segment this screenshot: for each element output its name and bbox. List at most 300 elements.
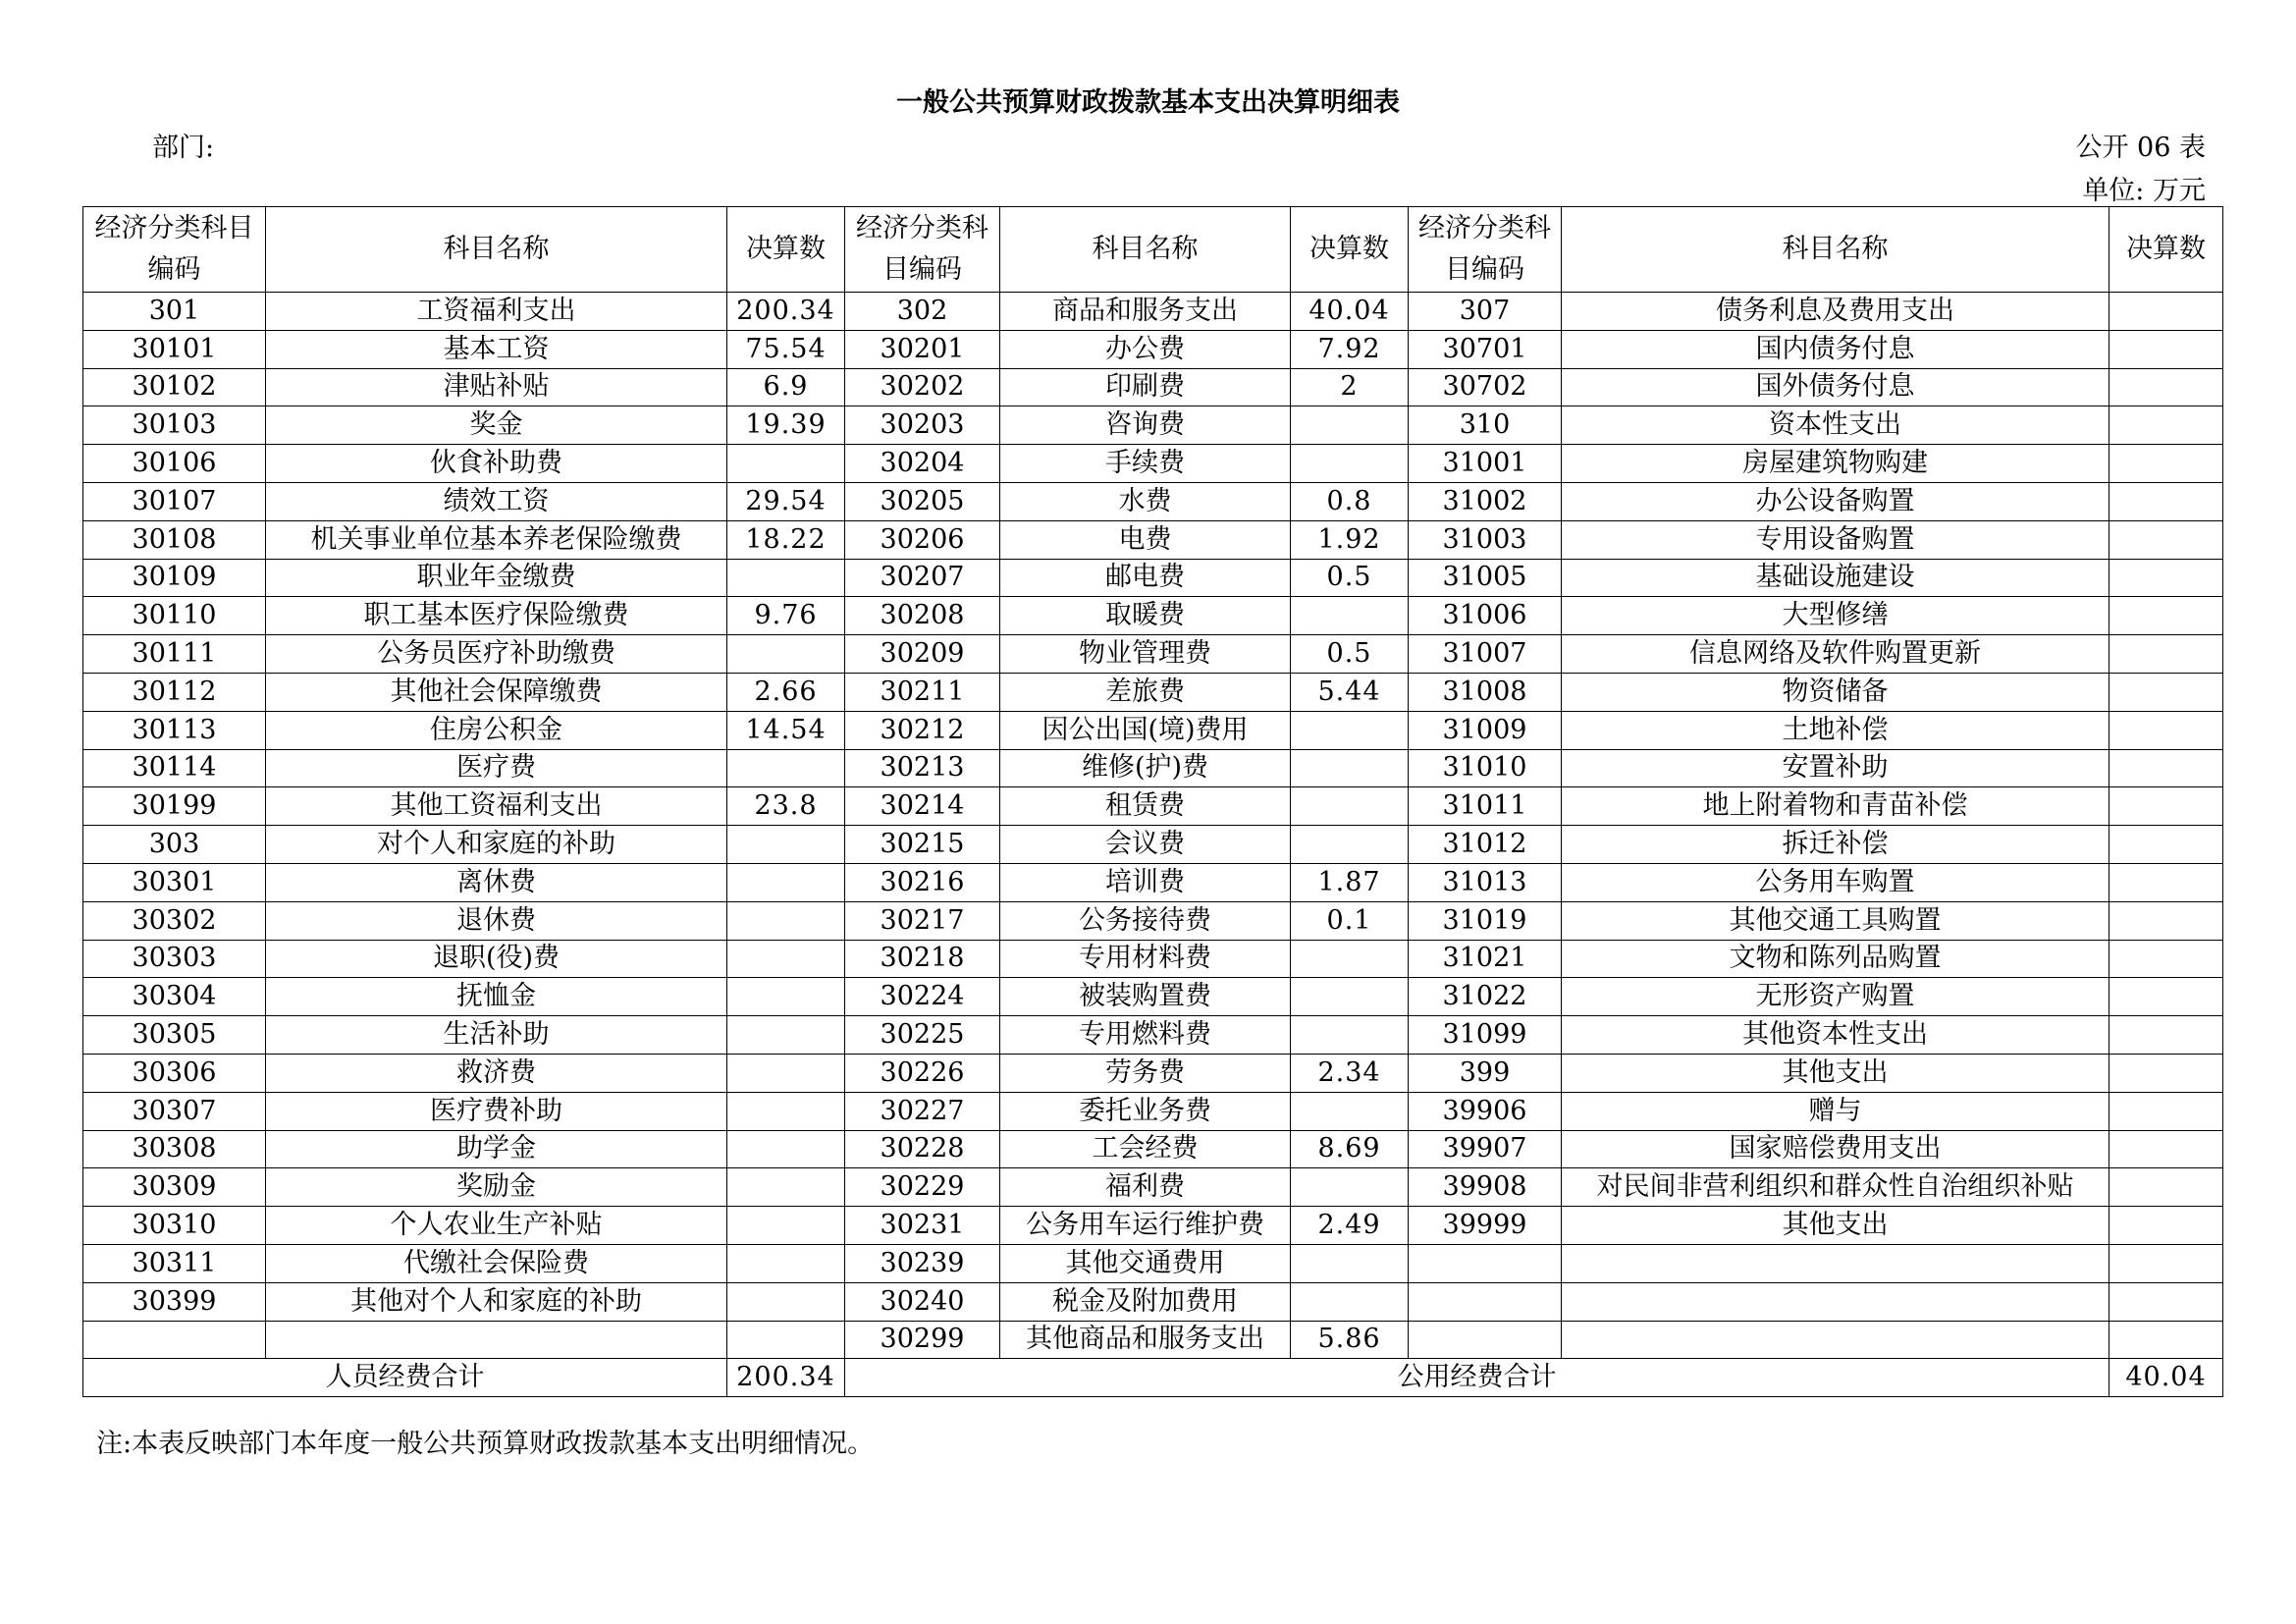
table-row xyxy=(83,826,2223,864)
cell-amount-1 xyxy=(727,1130,845,1168)
personnel-total-value: 200.34 xyxy=(727,1359,845,1397)
cell-code-1: 30112 xyxy=(83,673,266,711)
cell-name-2: 电费 xyxy=(1000,520,1291,559)
cell-code-2: 30231 xyxy=(845,1207,1000,1245)
cell-amount-2: 5.44 xyxy=(1291,673,1409,711)
cell-amount-2 xyxy=(1291,1168,1409,1207)
cell-name-2: 印刷费 xyxy=(1000,368,1291,406)
table-row xyxy=(83,1321,2223,1359)
cell-name-1: 住房公积金 xyxy=(266,711,727,749)
cell-amount-1 xyxy=(727,940,845,978)
form-number: 公开 06 表 xyxy=(2075,133,2206,163)
cell-amount-1 xyxy=(727,1282,845,1321)
cell-name-1: 抚恤金 xyxy=(266,978,727,1016)
cell-amount-2: 0.5 xyxy=(1291,559,1409,597)
public-total-label: 公用经费合计 xyxy=(845,1359,2109,1397)
header-code-3: 经济分类科目编码 xyxy=(1409,207,1562,293)
cell-name-2: 培训费 xyxy=(1000,863,1291,901)
cell-name-2: 福利费 xyxy=(1000,1168,1291,1207)
expenditure-table xyxy=(82,206,2223,1397)
cell-code-2: 30229 xyxy=(845,1168,1000,1207)
table-row xyxy=(83,520,2223,559)
cell-name-2: 取暖费 xyxy=(1000,597,1291,635)
cell-code-3: 31006 xyxy=(1409,597,1562,635)
cell-code-2: 30240 xyxy=(845,1282,1000,1321)
cell-name-3: 对民间非营利组织和群众性自治组织补贴 xyxy=(1562,1168,2109,1207)
cell-code-3: 31001 xyxy=(1409,445,1562,483)
cell-code-1: 30103 xyxy=(83,406,266,445)
cell-code-3 xyxy=(1409,1282,1562,1321)
cell-amount-1 xyxy=(727,1207,845,1245)
cell-code-1: 30114 xyxy=(83,749,266,787)
table-row xyxy=(83,635,2223,674)
cell-amount-1 xyxy=(727,445,845,483)
cell-code-3: 30701 xyxy=(1409,330,1562,368)
cell-amount-3 xyxy=(2109,787,2223,826)
table-row xyxy=(83,559,2223,597)
cell-name-3: 地上附着物和青苗补偿 xyxy=(1562,787,2109,826)
cell-name-3: 办公设备购置 xyxy=(1562,482,2109,520)
cell-amount-2 xyxy=(1291,445,1409,483)
cell-amount-3 xyxy=(2109,1054,2223,1092)
table-row xyxy=(83,749,2223,787)
cell-amount-2 xyxy=(1291,1244,1409,1282)
cell-name-1: 绩效工资 xyxy=(266,482,727,520)
cell-amount-2: 2.34 xyxy=(1291,1054,1409,1092)
cell-amount-3 xyxy=(2109,482,2223,520)
cell-name-1: 津贴补贴 xyxy=(266,368,727,406)
table-row xyxy=(83,978,2223,1016)
cell-amount-2 xyxy=(1291,1016,1409,1055)
cell-name-3: 信息网络及软件购置更新 xyxy=(1562,635,2109,674)
cell-name-3: 国内债务付息 xyxy=(1562,330,2109,368)
cell-amount-3 xyxy=(2109,635,2223,674)
cell-amount-3 xyxy=(2109,1244,2223,1282)
cell-name-2: 租赁费 xyxy=(1000,787,1291,826)
cell-amount-2: 0.1 xyxy=(1291,901,1409,940)
cell-code-1: 30102 xyxy=(83,368,266,406)
cell-name-3 xyxy=(1562,1282,2109,1321)
cell-amount-2 xyxy=(1291,940,1409,978)
cell-code-2: 30211 xyxy=(845,673,1000,711)
cell-amount-2: 8.69 xyxy=(1291,1130,1409,1168)
footnote: 注:本表反映部门本年度一般公共预算财政拨款基本支出明细情况。 xyxy=(96,1429,875,1459)
cell-name-1: 生活补助 xyxy=(266,1016,727,1055)
cell-code-3: 31013 xyxy=(1409,863,1562,901)
cell-name-3: 专用设备购置 xyxy=(1562,520,2109,559)
cell-amount-2: 7.92 xyxy=(1291,330,1409,368)
cell-name-3: 房屋建筑物购建 xyxy=(1562,445,2109,483)
cell-amount-3 xyxy=(2109,559,2223,597)
cell-code-2: 30201 xyxy=(845,330,1000,368)
cell-amount-1 xyxy=(727,1168,845,1207)
cell-code-1: 30399 xyxy=(83,1282,266,1321)
cell-amount-3 xyxy=(2109,406,2223,445)
cell-name-1 xyxy=(266,1321,727,1359)
cell-name-1: 医疗费 xyxy=(266,749,727,787)
cell-name-1: 伙食补助费 xyxy=(266,445,727,483)
cell-code-1: 30111 xyxy=(83,635,266,674)
cell-amount-2 xyxy=(1291,1282,1409,1321)
cell-code-3: 31003 xyxy=(1409,520,1562,559)
cell-amount-3 xyxy=(2109,597,2223,635)
cell-code-1: 303 xyxy=(83,826,266,864)
cell-code-2: 30224 xyxy=(845,978,1000,1016)
cell-amount-2 xyxy=(1291,597,1409,635)
cell-code-2: 30227 xyxy=(845,1092,1000,1130)
cell-amount-1 xyxy=(727,1321,845,1359)
cell-code-3: 31021 xyxy=(1409,940,1562,978)
cell-name-2: 邮电费 xyxy=(1000,559,1291,597)
cell-code-1: 30310 xyxy=(83,1207,266,1245)
cell-amount-3 xyxy=(2109,1321,2223,1359)
cell-code-1 xyxy=(83,1321,266,1359)
table-row xyxy=(83,940,2223,978)
cell-code-3: 39999 xyxy=(1409,1207,1562,1245)
cell-code-3: 31099 xyxy=(1409,1016,1562,1055)
cell-code-1: 30308 xyxy=(83,1130,266,1168)
cell-name-1: 其他工资福利支出 xyxy=(266,787,727,826)
cell-name-2: 会议费 xyxy=(1000,826,1291,864)
cell-amount-1 xyxy=(727,978,845,1016)
cell-name-1: 助学金 xyxy=(266,1130,727,1168)
cell-amount-2: 1.87 xyxy=(1291,863,1409,901)
cell-amount-3 xyxy=(2109,863,2223,901)
cell-name-1: 奖励金 xyxy=(266,1168,727,1207)
cell-amount-3 xyxy=(2109,1168,2223,1207)
cell-amount-1: 2.66 xyxy=(727,673,845,711)
cell-amount-2: 40.04 xyxy=(1291,293,1409,331)
cell-code-3: 399 xyxy=(1409,1054,1562,1092)
cell-amount-1: 29.54 xyxy=(727,482,845,520)
cell-code-2: 30218 xyxy=(845,940,1000,978)
table-row xyxy=(83,1130,2223,1168)
cell-amount-2 xyxy=(1291,406,1409,445)
cell-name-3 xyxy=(1562,1321,2109,1359)
cell-name-3: 无形资产购置 xyxy=(1562,978,2109,1016)
cell-amount-2 xyxy=(1291,711,1409,749)
cell-amount-1: 9.76 xyxy=(727,597,845,635)
cell-code-2: 30228 xyxy=(845,1130,1000,1168)
cell-code-3: 31002 xyxy=(1409,482,1562,520)
cell-name-1: 医疗费补助 xyxy=(266,1092,727,1130)
public-total-value: 40.04 xyxy=(2109,1359,2223,1397)
cell-code-1: 30306 xyxy=(83,1054,266,1092)
header-name-2: 科目名称 xyxy=(1000,207,1291,293)
cell-amount-1: 200.34 xyxy=(727,293,845,331)
cell-amount-2: 0.5 xyxy=(1291,635,1409,674)
cell-amount-2: 0.8 xyxy=(1291,482,1409,520)
cell-name-3: 其他交通工具购置 xyxy=(1562,901,2109,940)
cell-code-2: 30217 xyxy=(845,901,1000,940)
cell-amount-1 xyxy=(727,901,845,940)
cell-amount-3 xyxy=(2109,826,2223,864)
cell-amount-2: 2 xyxy=(1291,368,1409,406)
cell-code-3: 31019 xyxy=(1409,901,1562,940)
cell-amount-1: 14.54 xyxy=(727,711,845,749)
cell-amount-1: 6.9 xyxy=(727,368,845,406)
cell-amount-2: 5.86 xyxy=(1291,1321,1409,1359)
table-header-row xyxy=(83,207,2223,293)
cell-code-1: 30110 xyxy=(83,597,266,635)
table-row xyxy=(83,368,2223,406)
cell-name-2: 物业管理费 xyxy=(1000,635,1291,674)
cell-amount-2 xyxy=(1291,1092,1409,1130)
cell-name-2: 手续费 xyxy=(1000,445,1291,483)
table-row xyxy=(83,406,2223,445)
cell-amount-3 xyxy=(2109,445,2223,483)
table-row xyxy=(83,482,2223,520)
cell-name-2: 维修(护)费 xyxy=(1000,749,1291,787)
cell-code-3: 30702 xyxy=(1409,368,1562,406)
totals-row xyxy=(83,1359,2223,1397)
cell-code-2: 30208 xyxy=(845,597,1000,635)
cell-name-3: 资本性支出 xyxy=(1562,406,2109,445)
cell-code-3: 310 xyxy=(1409,406,1562,445)
cell-code-2: 30299 xyxy=(845,1321,1000,1359)
cell-name-3: 其他支出 xyxy=(1562,1054,2109,1092)
cell-amount-3 xyxy=(2109,368,2223,406)
cell-code-1: 30113 xyxy=(83,711,266,749)
cell-amount-1: 19.39 xyxy=(727,406,845,445)
cell-code-3: 307 xyxy=(1409,293,1562,331)
table-row xyxy=(83,1244,2223,1282)
cell-code-2: 30215 xyxy=(845,826,1000,864)
table-row xyxy=(83,1168,2223,1207)
cell-name-3: 基础设施建设 xyxy=(1562,559,2109,597)
cell-name-1: 奖金 xyxy=(266,406,727,445)
cell-code-3 xyxy=(1409,1244,1562,1282)
cell-name-3: 物资储备 xyxy=(1562,673,2109,711)
table-row xyxy=(83,1282,2223,1321)
cell-code-3: 31022 xyxy=(1409,978,1562,1016)
cell-amount-3 xyxy=(2109,978,2223,1016)
cell-name-2: 被装购置费 xyxy=(1000,978,1291,1016)
table-row xyxy=(83,787,2223,826)
cell-code-1: 30108 xyxy=(83,520,266,559)
cell-code-3 xyxy=(1409,1321,1562,1359)
cell-amount-2 xyxy=(1291,787,1409,826)
cell-code-3: 39906 xyxy=(1409,1092,1562,1130)
cell-code-3: 39908 xyxy=(1409,1168,1562,1207)
header-amount-3: 决算数 xyxy=(2109,207,2223,293)
cell-amount-1 xyxy=(727,635,845,674)
cell-code-1: 30109 xyxy=(83,559,266,597)
cell-code-3: 31007 xyxy=(1409,635,1562,674)
cell-name-2: 水费 xyxy=(1000,482,1291,520)
cell-name-1: 代缴社会保险费 xyxy=(266,1244,727,1282)
cell-name-2: 专用燃料费 xyxy=(1000,1016,1291,1055)
cell-code-3: 31010 xyxy=(1409,749,1562,787)
cell-code-1: 30309 xyxy=(83,1168,266,1207)
cell-code-2: 30206 xyxy=(845,520,1000,559)
cell-amount-2: 2.49 xyxy=(1291,1207,1409,1245)
cell-name-3: 安置补助 xyxy=(1562,749,2109,787)
header-amount-1: 决算数 xyxy=(727,207,845,293)
cell-amount-3 xyxy=(2109,1130,2223,1168)
table-row xyxy=(83,711,2223,749)
cell-name-1: 个人农业生产补贴 xyxy=(266,1207,727,1245)
cell-code-1: 30304 xyxy=(83,978,266,1016)
cell-code-1: 30301 xyxy=(83,863,266,901)
cell-amount-3 xyxy=(2109,673,2223,711)
table-row xyxy=(83,293,2223,331)
cell-amount-1 xyxy=(727,1054,845,1092)
table-row xyxy=(83,330,2223,368)
cell-name-1: 公务员医疗补助缴费 xyxy=(266,635,727,674)
cell-name-2: 其他交通费用 xyxy=(1000,1244,1291,1282)
cell-amount-3 xyxy=(2109,1092,2223,1130)
cell-code-2: 30212 xyxy=(845,711,1000,749)
cell-amount-2 xyxy=(1291,826,1409,864)
cell-name-3: 其他资本性支出 xyxy=(1562,1016,2109,1055)
cell-amount-1 xyxy=(727,559,845,597)
table-row xyxy=(83,597,2223,635)
cell-amount-1: 75.54 xyxy=(727,330,845,368)
cell-name-2: 其他商品和服务支出 xyxy=(1000,1321,1291,1359)
cell-code-1: 30303 xyxy=(83,940,266,978)
cell-name-3: 国外债务付息 xyxy=(1562,368,2109,406)
header-name-1: 科目名称 xyxy=(266,207,727,293)
table-row xyxy=(83,1016,2223,1055)
cell-name-2: 劳务费 xyxy=(1000,1054,1291,1092)
cell-name-1: 其他社会保障缴费 xyxy=(266,673,727,711)
cell-code-3: 31005 xyxy=(1409,559,1562,597)
cell-amount-2 xyxy=(1291,978,1409,1016)
cell-code-3: 31012 xyxy=(1409,826,1562,864)
cell-name-3: 土地补偿 xyxy=(1562,711,2109,749)
cell-code-2: 30226 xyxy=(845,1054,1000,1092)
cell-amount-3 xyxy=(2109,1016,2223,1055)
cell-code-2: 30202 xyxy=(845,368,1000,406)
cell-name-1: 机关事业单位基本养老保险缴费 xyxy=(266,520,727,559)
header-code-1: 经济分类科目编码 xyxy=(83,207,266,293)
cell-name-1: 职业年金缴费 xyxy=(266,559,727,597)
cell-amount-3 xyxy=(2109,1207,2223,1245)
table-row xyxy=(83,673,2223,711)
unit-label: 单位: 万元 xyxy=(2082,176,2206,206)
cell-name-3: 大型修缮 xyxy=(1562,597,2109,635)
cell-code-2: 30207 xyxy=(845,559,1000,597)
cell-code-2: 30203 xyxy=(845,406,1000,445)
table-row xyxy=(83,863,2223,901)
cell-name-2: 办公费 xyxy=(1000,330,1291,368)
cell-name-1: 工资福利支出 xyxy=(266,293,727,331)
cell-amount-1: 23.8 xyxy=(727,787,845,826)
cell-code-1: 30307 xyxy=(83,1092,266,1130)
cell-code-1: 30199 xyxy=(83,787,266,826)
cell-amount-2 xyxy=(1291,749,1409,787)
cell-code-1: 30106 xyxy=(83,445,266,483)
cell-name-1: 基本工资 xyxy=(266,330,727,368)
page-title: 一般公共预算财政拨款基本支出决算明细表 xyxy=(896,87,1400,118)
cell-name-1: 退休费 xyxy=(266,901,727,940)
cell-amount-3 xyxy=(2109,901,2223,940)
table-row xyxy=(83,1207,2223,1245)
table-row xyxy=(83,1092,2223,1130)
cell-amount-1: 18.22 xyxy=(727,520,845,559)
table-row xyxy=(83,1054,2223,1092)
cell-name-2: 商品和服务支出 xyxy=(1000,293,1291,331)
cell-name-2: 税金及附加费用 xyxy=(1000,1282,1291,1321)
cell-code-2: 30204 xyxy=(845,445,1000,483)
cell-code-3: 31008 xyxy=(1409,673,1562,711)
cell-code-2: 30239 xyxy=(845,1244,1000,1282)
cell-amount-3 xyxy=(2109,520,2223,559)
cell-amount-3 xyxy=(2109,711,2223,749)
cell-name-3: 赠与 xyxy=(1562,1092,2109,1130)
cell-amount-1 xyxy=(727,1244,845,1282)
cell-name-3: 公务用车购置 xyxy=(1562,863,2109,901)
cell-name-2: 公务接待费 xyxy=(1000,901,1291,940)
cell-code-2: 30209 xyxy=(845,635,1000,674)
cell-name-2: 差旅费 xyxy=(1000,673,1291,711)
cell-code-1: 30311 xyxy=(83,1244,266,1282)
cell-amount-1 xyxy=(727,749,845,787)
header-name-3: 科目名称 xyxy=(1562,207,2109,293)
cell-amount-3 xyxy=(2109,330,2223,368)
cell-code-1: 30101 xyxy=(83,330,266,368)
cell-code-2: 30214 xyxy=(845,787,1000,826)
cell-amount-1 xyxy=(727,1016,845,1055)
cell-name-1: 对个人和家庭的补助 xyxy=(266,826,727,864)
cell-code-2: 302 xyxy=(845,293,1000,331)
cell-name-3: 拆迁补偿 xyxy=(1562,826,2109,864)
department-label: 部门: xyxy=(152,133,215,163)
cell-code-1: 30302 xyxy=(83,901,266,940)
cell-name-2: 委托业务费 xyxy=(1000,1092,1291,1130)
cell-amount-1 xyxy=(727,863,845,901)
cell-name-2: 公务用车运行维护费 xyxy=(1000,1207,1291,1245)
cell-code-3: 31009 xyxy=(1409,711,1562,749)
personnel-total-label: 人员经费合计 xyxy=(83,1359,727,1397)
cell-amount-3 xyxy=(2109,293,2223,331)
cell-amount-1 xyxy=(727,1092,845,1130)
cell-code-1: 30107 xyxy=(83,482,266,520)
cell-amount-3 xyxy=(2109,1282,2223,1321)
table-row xyxy=(83,901,2223,940)
cell-name-3: 国家赔偿费用支出 xyxy=(1562,1130,2109,1168)
cell-amount-2: 1.92 xyxy=(1291,520,1409,559)
cell-code-2: 30205 xyxy=(845,482,1000,520)
cell-code-2: 30213 xyxy=(845,749,1000,787)
cell-name-2: 工会经费 xyxy=(1000,1130,1291,1168)
cell-name-3: 文物和陈列品购置 xyxy=(1562,940,2109,978)
header-code-2: 经济分类科目编码 xyxy=(845,207,1000,293)
cell-name-1: 离休费 xyxy=(266,863,727,901)
cell-amount-1 xyxy=(727,826,845,864)
cell-code-1: 301 xyxy=(83,293,266,331)
table-row xyxy=(83,445,2223,483)
cell-name-1: 其他对个人和家庭的补助 xyxy=(266,1282,727,1321)
cell-name-2: 咨询费 xyxy=(1000,406,1291,445)
cell-code-3: 31011 xyxy=(1409,787,1562,826)
cell-name-2: 专用材料费 xyxy=(1000,940,1291,978)
cell-code-3: 39907 xyxy=(1409,1130,1562,1168)
cell-name-1: 退职(役)费 xyxy=(266,940,727,978)
cell-code-2: 30216 xyxy=(845,863,1000,901)
cell-name-3: 其他支出 xyxy=(1562,1207,2109,1245)
cell-amount-3 xyxy=(2109,749,2223,787)
cell-code-2: 30225 xyxy=(845,1016,1000,1055)
cell-amount-3 xyxy=(2109,940,2223,978)
cell-name-1: 救济费 xyxy=(266,1054,727,1092)
cell-name-1: 职工基本医疗保险缴费 xyxy=(266,597,727,635)
cell-name-2: 因公出国(境)费用 xyxy=(1000,711,1291,749)
cell-code-1: 30305 xyxy=(83,1016,266,1055)
cell-name-3: 债务利息及费用支出 xyxy=(1562,293,2109,331)
cell-name-3 xyxy=(1562,1244,2109,1282)
